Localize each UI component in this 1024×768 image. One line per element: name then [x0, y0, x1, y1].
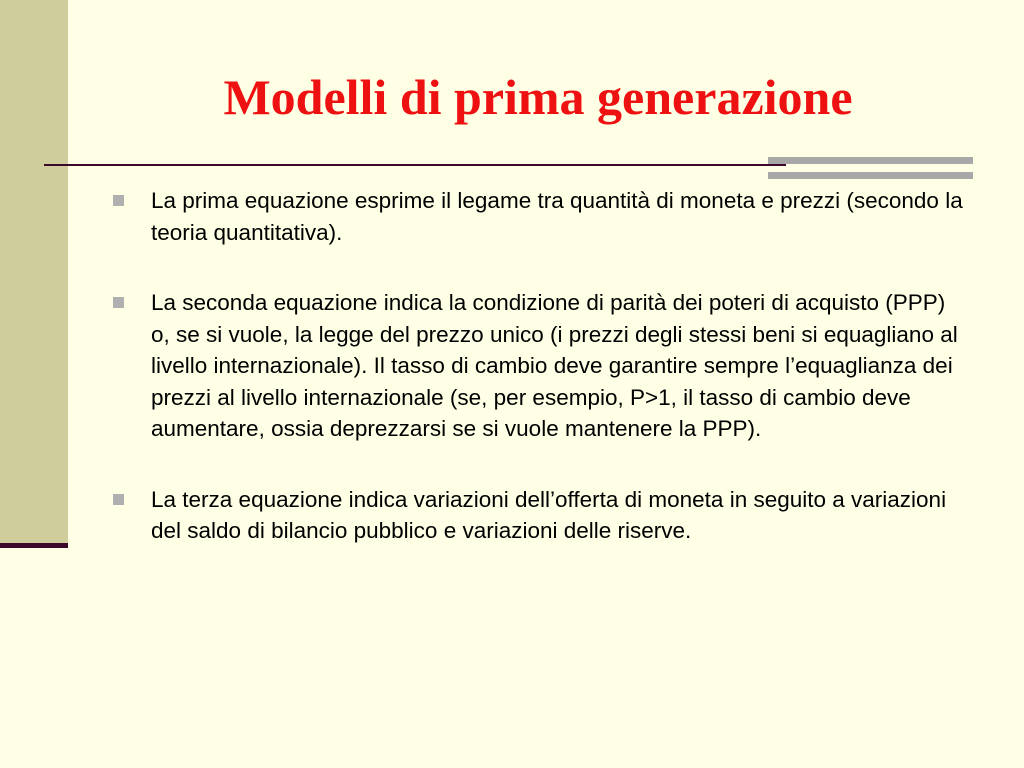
title-accent-bar-top — [768, 157, 973, 164]
bullet-text: La seconda equazione indica la condizione di parità dei poteri di acquisto (PPP) o, se si vuole, la legge del prezzo unico (i prezzi degli stessi beni si equagliano al livello internazionale). Il tasso di cambio deve garantire sempre l’equaglianza dei prezzi al livello internazionale (se, per esempio, P>1, il tasso di cambio deve aumentare, ossia deprezzarsi se si vuole mantenere la PPP). — [151, 290, 958, 441]
square-bullet-icon — [113, 494, 124, 505]
bullet-text: La prima equazione esprime il legame tra quantità di moneta e prezzi (secondo la teoria quantitativa). — [151, 188, 963, 245]
square-bullet-icon — [113, 195, 124, 206]
title-underline-rule — [44, 164, 786, 166]
left-band-rule — [0, 543, 68, 548]
title-accent-bar-bottom — [768, 172, 973, 179]
bullet-text: La terza equazione indica variazioni dell’offerta di moneta in seguito a variazioni del saldo di bilancio pubblico e variazioni delle riserve. — [151, 486, 947, 543]
slide-title: Modelli di prima generazione — [223, 69, 853, 125]
bullet-item — [110, 287, 970, 445]
bullet-item — [110, 484, 970, 547]
left-decorative-band — [0, 0, 68, 545]
bullet-list — [110, 185, 970, 586]
square-bullet-icon — [113, 297, 124, 308]
bullet-item — [110, 185, 970, 248]
